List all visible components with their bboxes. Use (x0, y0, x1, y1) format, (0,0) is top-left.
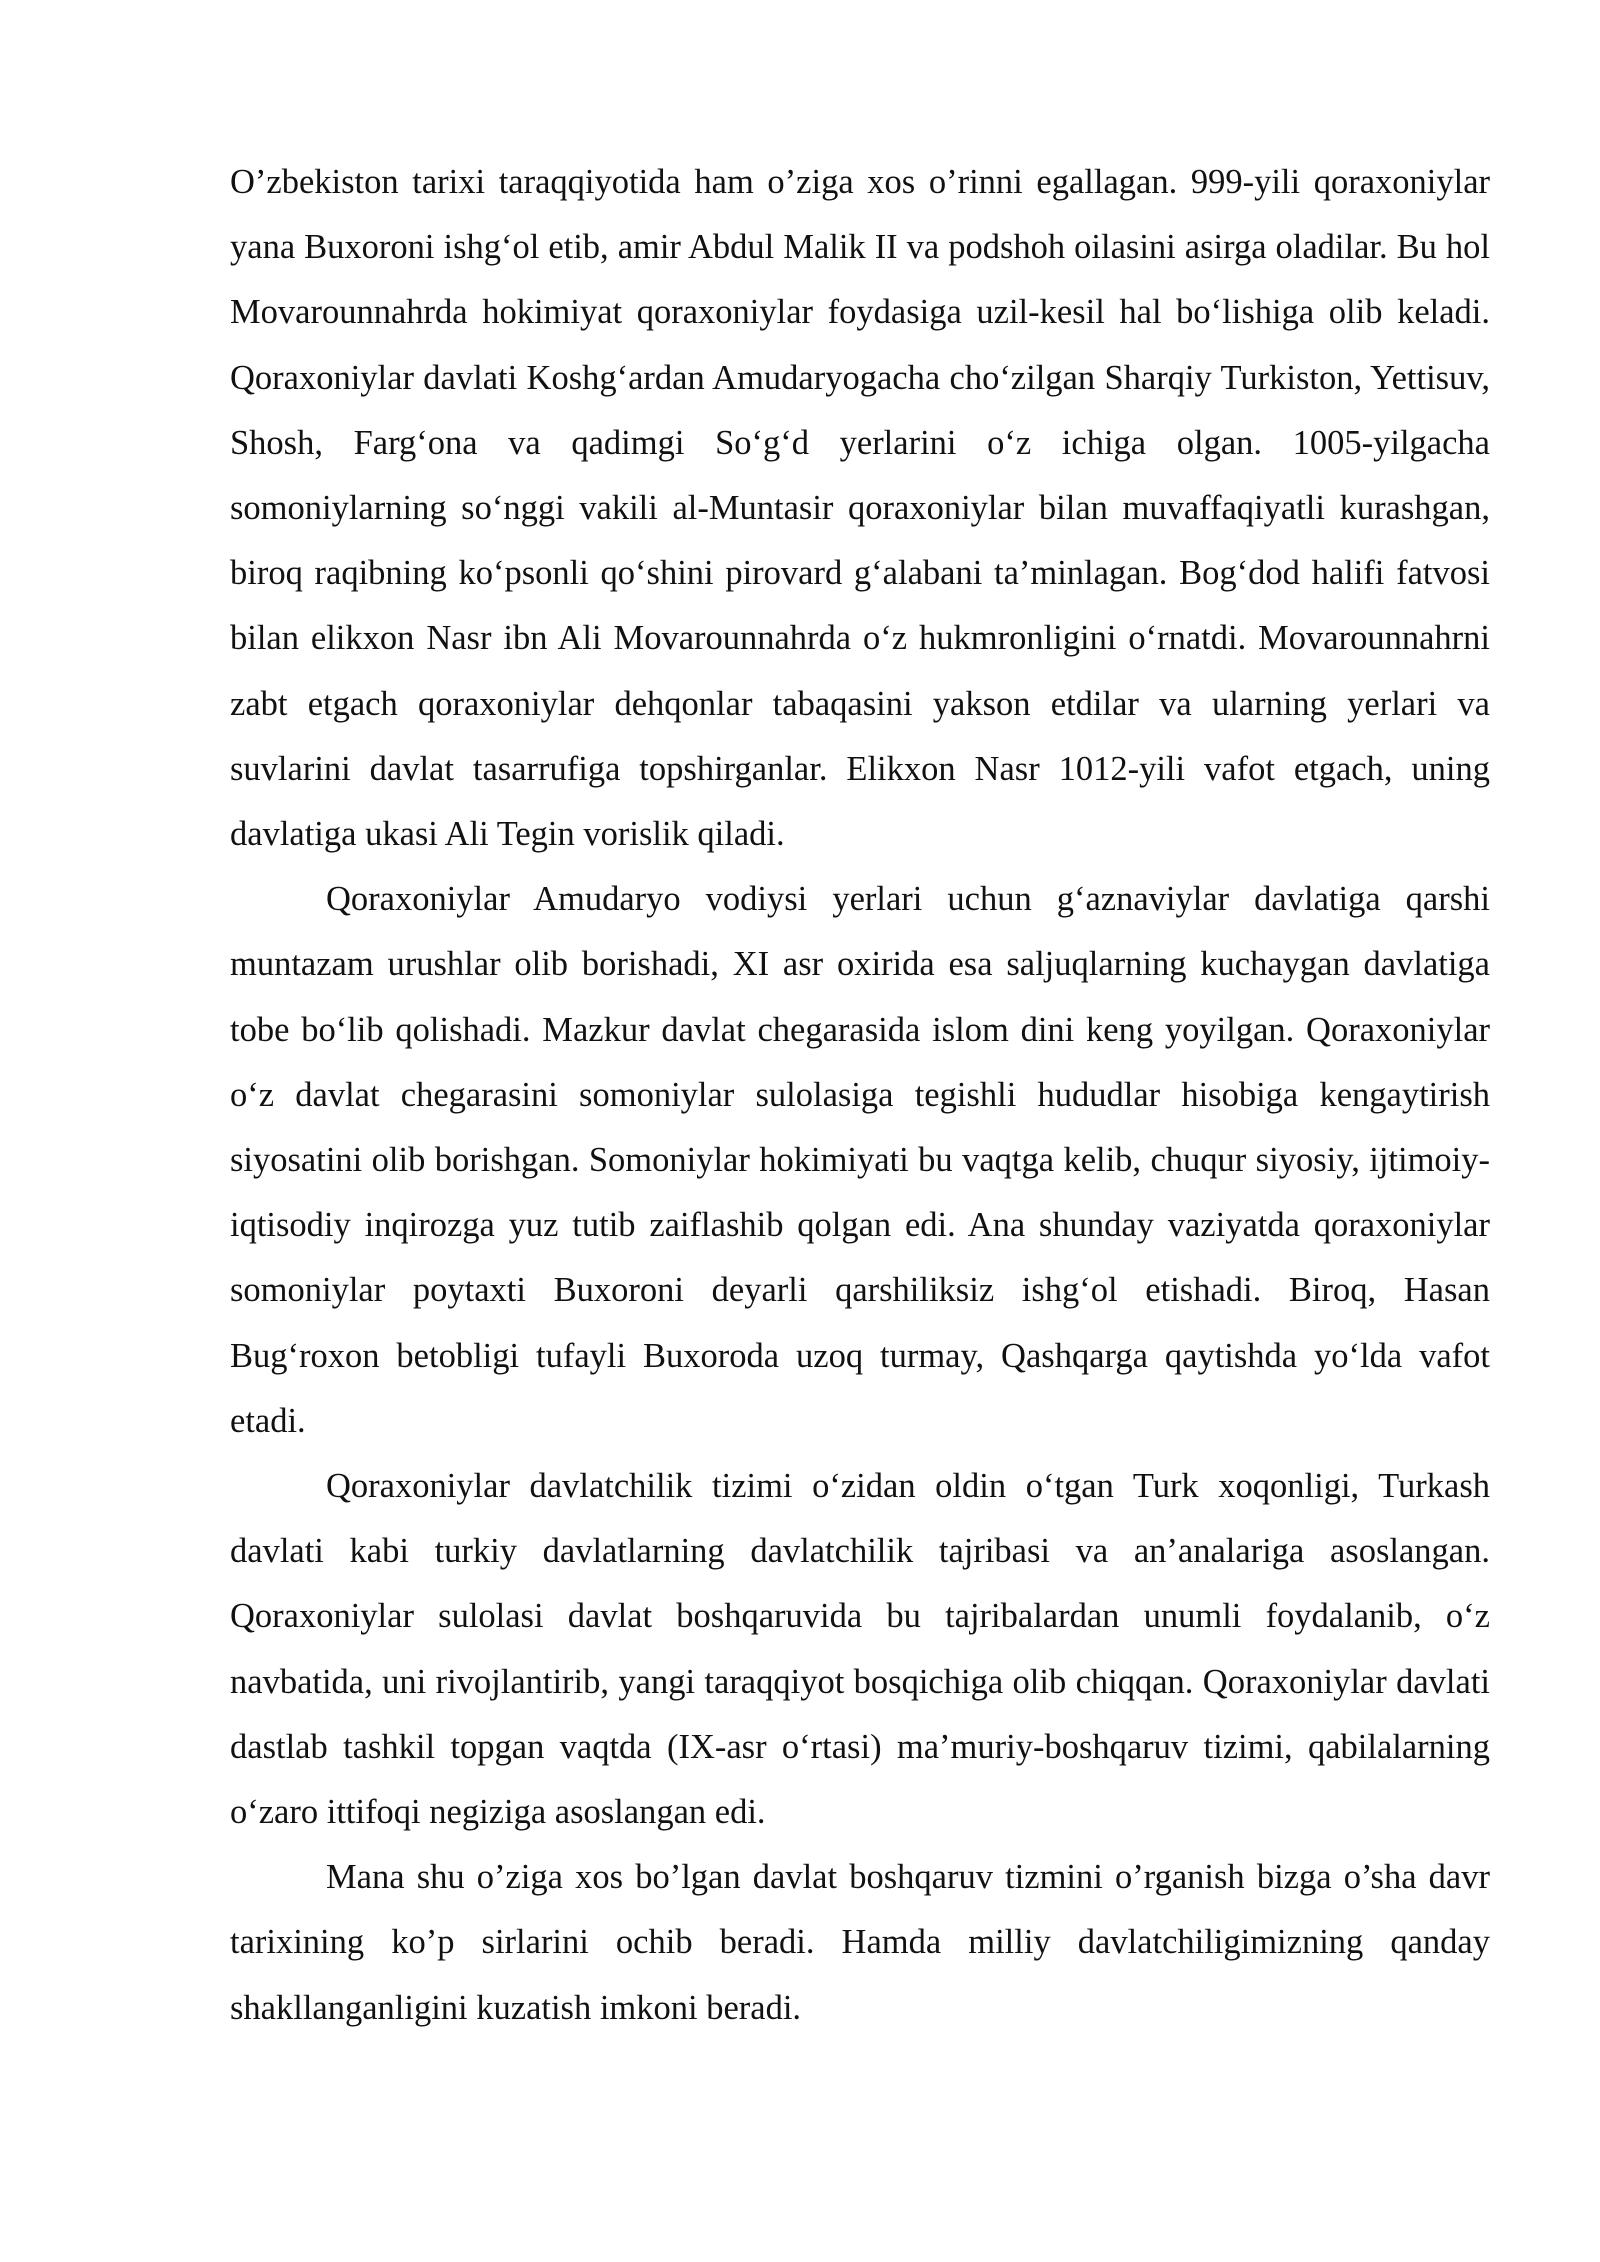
paragraph: Mana shu o’ziga xos bo’lgan davlat boshqaruv tizmini o’rganish bizga o’sha davr tarixining ko’p sirlarini ochib beradi. Hamda milliy davlatchiligimizning qanday shakllanganligini kuzatish imkoni beradi. (230, 1858, 1490, 2027)
paragraph: Qoraxoniylar davlatchilik tizimi o‘zidan oldin o‘tgan Turk xoqonligi, Turkash davlati kabi turkiy davlatlarning davlatchilik tajribasi va an’analariga asoslangan. Qoraxoniylar sulolasi davlat boshqaruvida bu tajribalardan unumli foydalanib, o‘z navbatida, uni rivojlantirib, yangi taraqqiyot bosqichiga olib chiqqan. Qoraxoniylar davlati dastlab tashkil topgan vaqtda (IX-asr o‘rtasi) ma’muriy-boshqaruv tizimi, qabilalarning o‘zaro ittifoqi negiziga asoslangan edi. (230, 1467, 1490, 1832)
document-page (230, 150, 1490, 2041)
paragraph: Qoraxoniylar Amudaryo vodiysi yerlari uchun g‘aznaviylar davlatiga qarshi muntazam urushlar olib borishadi, XI asr oxirida esa saljuqlarning kuchaygan davlatiga tobe bo‘lib qolishadi. Mazkur davlat chegarasida islom dini keng yoyilgan. Qoraxoniylar o‘z davlat chegarasini somoniylar sulolasiga tegishli hududlar hisobiga kengaytirish siyosatini olib borishgan. Somoniylar hokimiyati bu vaqtga kelib, chuqur siyosiy, ijtimoiy-iqtisodiy inqirozga yuz tutib zaiflashib qolgan edi. Ana shunday vaziyatda qoraxoniylar somoniylar poytaxti Buxoroni deyarli qarshiliksiz ishg‘ol etishadi. Biroq, Hasan Bug‘roxon betobligi tufayli Buxoroda uzoq turmay, Qashqarga qaytishda yo‘lda vafot etadi. (230, 880, 1490, 1440)
paragraph: O’zbekiston tarixi taraqqiyotida ham o’ziga xos o’rinni egallagan. 999-yili qoraxoniylar yana Buxoroni ishg‘ol etib, amir Abdul Malik II va podshoh oilasini asirga oladilar. Bu hol Movarounnahrda hokimiyat qoraxoniylar foydasiga uzil-kesil hal bo‘lishiga olib keladi. Qoraxoniylar davlati Koshg‘ardan Amudaryogacha cho‘zilgan Sharqiy Turkiston, Yettisuv, Shosh, Farg‘ona va qadimgi So‘g‘d yerlarini o‘z ichiga olgan. 1005-yilgacha somoniylarning so‘nggi vakili al-Muntasir qoraxoniylar bilan muvaffaqiyatli kurashgan, biroq raqibning ko‘psonli qo‘shini pirovard g‘alabani ta’minlagan. Bog‘dod halifi fatvosi bilan elikxon Nasr ibn Ali Movarounnahrda o‘z hukmronligini o‘rnatdi. Movarounnahrni zabt etgach qoraxoniylar dehqonlar tabaqasini yakson etdilar va ularning yerlari va suvlarini davlat tasarrufiga topshirganlar. Elikxon Nasr 1012-yili vafot etgach, uning davlatiga ukasi Ali Tegin vorislik qiladi. (230, 163, 1490, 854)
